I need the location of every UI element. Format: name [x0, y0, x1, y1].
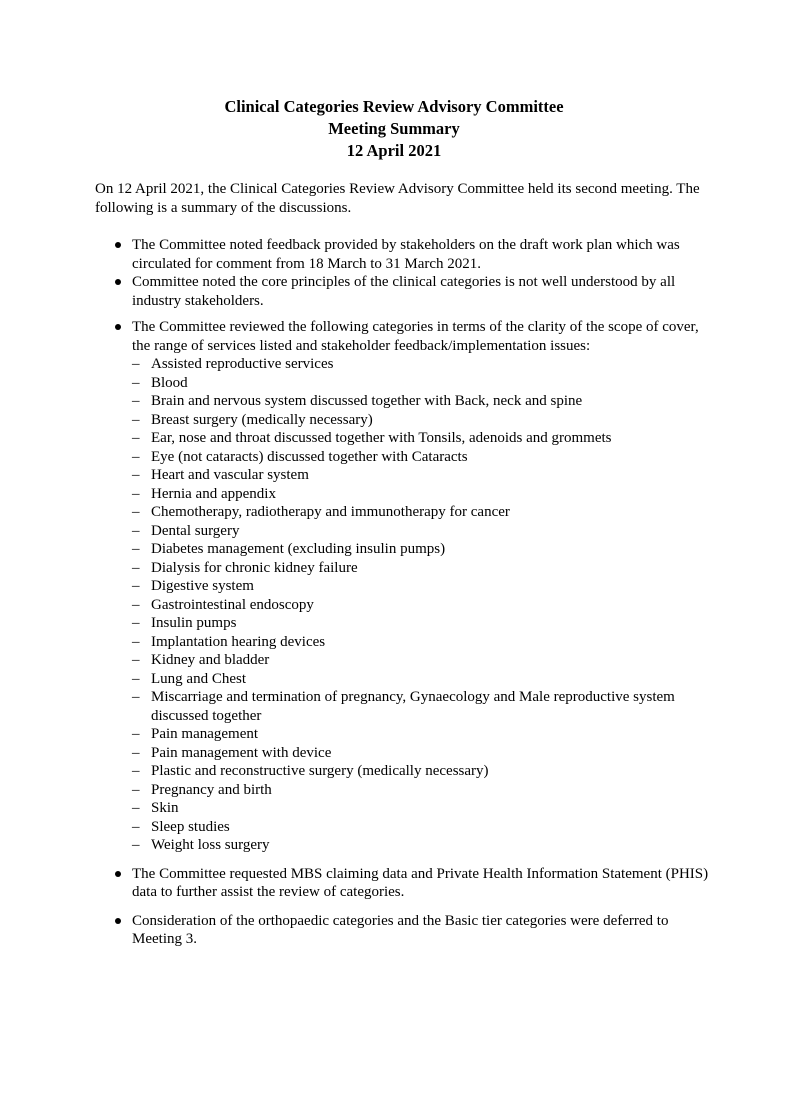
category-item: – Gastrointestinal endoscopy [132, 596, 715, 615]
category-item: – Pain management [132, 725, 715, 744]
category-item: – Dental surgery [132, 522, 715, 541]
category-item: – Hernia and appendix [132, 485, 715, 504]
category-item: – Insulin pumps [132, 614, 715, 633]
bullet-item [95, 912, 715, 949]
bullet-text: The Committee requested MBS claiming data and Private Health Information Statement (PHIS) data to further assist the review of categories. [132, 865, 709, 900]
bullet-item [95, 865, 715, 902]
category-list [132, 355, 715, 855]
bullet-item [95, 273, 715, 310]
category-item: – Lung and Chest [132, 670, 715, 689]
category-item: – Eye (not cataracts) discussed together with Cataracts [132, 448, 715, 467]
title-line-3: 12 April 2021 [346, 141, 442, 160]
document-title [0, 96, 788, 162]
category-item: – Weight loss surgery [132, 836, 715, 855]
category-item: – Ear, nose and throat discussed together with Tonsils, adenoids and grommets [132, 429, 715, 448]
category-item: – Pain management with device [132, 744, 715, 763]
bullet-item [95, 318, 715, 855]
bullet-text: The Committee reviewed the following categories in terms of the clarity of the scope of cover, the range of services listed and stakeholder feedback/implementation issues: [132, 319, 699, 354]
bullet-text: The Committee noted feedback provided by stakeholders on the draft work plan which was circulated for comment from 18 March to 31 March 2021. [132, 237, 680, 272]
category-item: – Implantation hearing devices [132, 633, 715, 652]
category-item: – Heart and vascular system [132, 466, 715, 485]
category-item: – Plastic and reconstructive surgery (medically necessary) [132, 762, 715, 781]
category-item: – Diabetes management (excluding insulin pumps) [132, 540, 715, 559]
category-item: – Sleep studies [132, 818, 715, 837]
category-item: – Brain and nervous system discussed together with Back, neck and spine [132, 392, 715, 411]
category-item: – Digestive system [132, 577, 715, 596]
category-item: – Chemotherapy, radiotherapy and immunotherapy for cancer [132, 503, 715, 522]
summary-bullet-list [95, 236, 715, 949]
category-item: – Skin [132, 799, 715, 818]
category-item: – Pregnancy and birth [132, 781, 715, 800]
category-item: – Kidney and bladder [132, 651, 715, 670]
category-item: – Blood [132, 374, 715, 393]
category-item: – Dialysis for chronic kidney failure [132, 559, 715, 578]
category-item: – Miscarriage and termination of pregnancy, Gynaecology and Male reproductive system discussed together [132, 688, 715, 725]
bullet-text: Consideration of the orthopaedic categories and the Basic tier categories were deferred to Meeting 3. [132, 912, 669, 947]
title-line-2: Meeting Summary [328, 119, 460, 138]
bullet-item [95, 236, 715, 273]
intro-paragraph: On 12 April 2021, the Clinical Categories Review Advisory Committee held its second meeting. The following is a summary of the discussions. [95, 181, 700, 216]
bullet-text: Committee noted the core principles of the clinical categories is not well understood by all industry stakeholders. [132, 274, 676, 309]
category-item: – Assisted reproductive services [132, 355, 715, 374]
title-line-1: Clinical Categories Review Advisory Committee [224, 97, 564, 116]
category-item: – Breast surgery (medically necessary) [132, 411, 715, 430]
